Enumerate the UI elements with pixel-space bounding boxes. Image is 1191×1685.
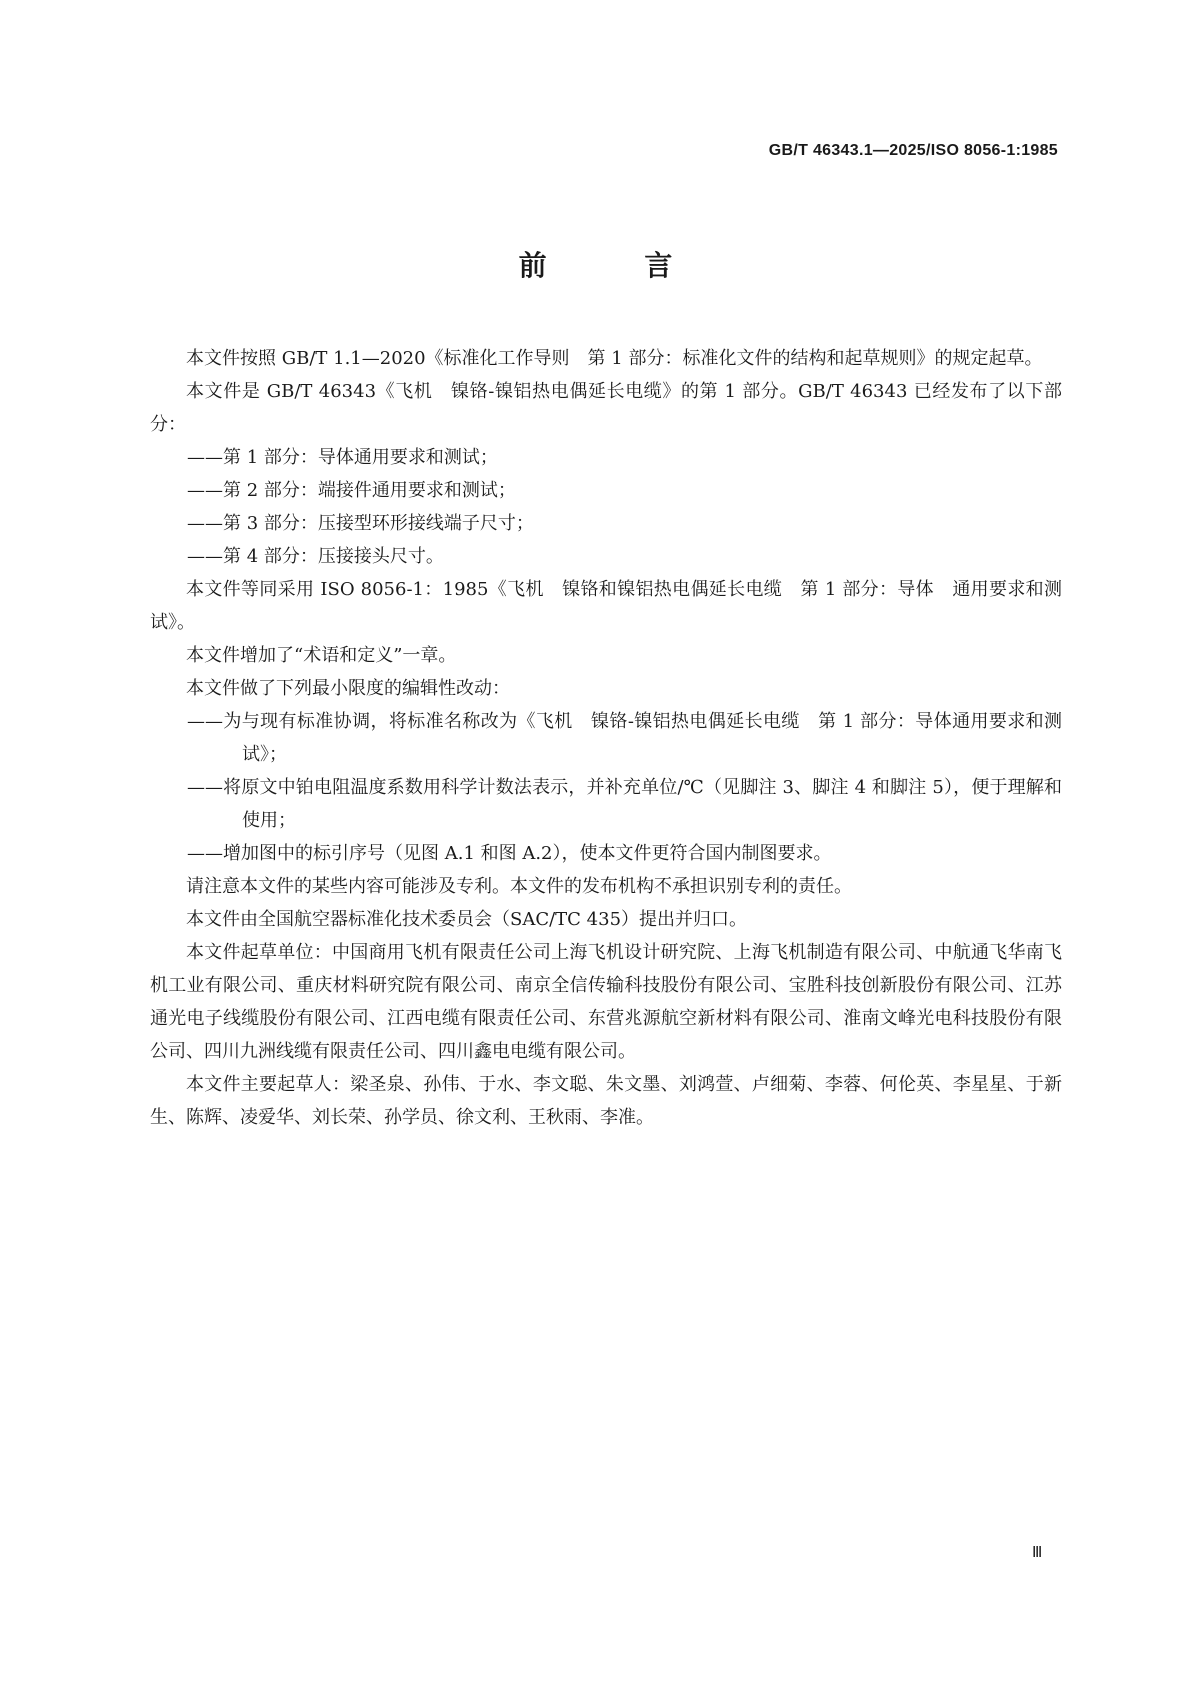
page-title: 前 言 (518, 249, 717, 282)
document-body (150, 342, 1062, 1134)
paragraph-proposer: 本文件由全国航空器标准化技术委员会（SAC/TC 435）提出并归口。 (186, 909, 748, 930)
paragraph-added-chapter: 本文件增加了“术语和定义”一章。 (186, 645, 457, 666)
paragraph-editorial-changes: 本文件做了下列最小限度的编辑性改动： (186, 678, 510, 699)
page-number: Ⅲ (1032, 1545, 1043, 1561)
list-item-change-notation: ——将原文中铂电阻温度系数用科学计数法表示，并补充单位/℃（见脚注 3、脚注 4 和脚注 5），便于理解和使用； (187, 777, 1062, 831)
document-code-header: GB/T 46343.1—2025/ISO 8056-1:1985 (768, 142, 1058, 159)
list-item-change-figures: ——增加图中的标引序号（见图 A.1 和图 A.2），使本文件更符合国内制图要求。 (187, 843, 832, 864)
list-item-change-title: ——为与现有标准协调，将标准名称改为《飞机 镍铬-镍铝热电偶延长电缆 第 1 部分：导体通用要求和测试》； (187, 711, 1062, 765)
list-item-part-1: ——第 1 部分：导体通用要求和测试； (187, 447, 498, 468)
list-item-part-4: ——第 4 部分：压接接头尺寸。 (187, 546, 444, 567)
list-item-part-2: ——第 2 部分：端接件通用要求和测试； (187, 480, 516, 501)
paragraph-drafters: 本文件主要起草人：梁圣泉、孙伟、于水、李文聪、朱文墨、刘鸿萱、卢细菊、李蓉、何伦英、李星星、于新生、陈辉、凌爱华、刘长荣、孙学员、徐文利、王秋雨、李准。 (150, 1074, 1062, 1128)
paragraph-patent-notice: 请注意本文件的某些内容可能涉及专利。本文件的发布机构不承担识别专利的责任。 (186, 876, 852, 897)
paragraph-series-parts: 本文件是 GB/T 46343《飞机 镍铬-镍铝热电偶延长电缆》的第 1 部分。GB/T 46343 已经发布了以下部分： (150, 381, 1062, 435)
paragraph-iso-adoption: 本文件等同采用 ISO 8056-1：1985《飞机 镍铬和镍铝热电偶延长电缆 第 1 部分：导体 通用要求和测试》。 (150, 579, 1062, 633)
paragraph-drafting-units: 本文件起草单位：中国商用飞机有限责任公司上海飞机设计研究院、上海飞机制造有限公司、中航通飞华南飞机工业有限公司、重庆材料研究院有限公司、南京全信传输科技股份有限公司、宝胜科技创新股份有限公司、江苏通光电子线缆股份有限公司、江西电缆有限责任公司、东营兆源航空新材料有限公司、淮南文峰光电科技股份有限公司、四川九洲线缆有限责任公司、四川鑫电电缆有限公司。 (150, 942, 1062, 1062)
list-item-part-3: ——第 3 部分：压接型环形接线端子尺寸； (187, 513, 534, 534)
paragraph-drafting-basis: 本文件按照 GB/T 1.1—2020《标准化工作导则 第 1 部分：标准化文件的结构和起草规则》的规定起草。 (186, 348, 1043, 369)
